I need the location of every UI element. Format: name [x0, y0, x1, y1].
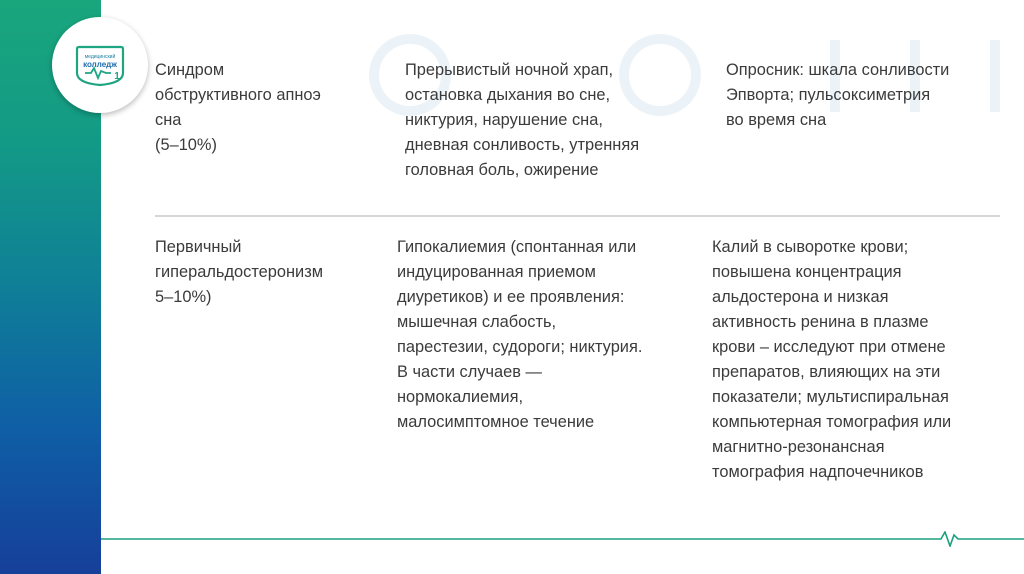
heart-pulse-logo-icon — [73, 43, 127, 87]
symptoms-cell: Прерывистый ночной храп, остановка дыхания во сне, никтурия, нарушение сна, дневная сонливость, утренняя головная боль, ожирение — [405, 61, 640, 179]
symptoms-cell: Гипокалиемия (спонтанная или индуцированная приемом диуретиков) и ее проявления: мышечная слабость, парестезии, судороги; никтурия. В части случаев — нормокалиемия, малосимптомное течение — [397, 238, 643, 431]
logo-number: 1 — [114, 71, 120, 82]
condition-cell: Первичный гиперальдостеронизм 5–10%) — [155, 238, 323, 306]
condition-cell: Синдром обструктивного апноэ сна (5–10%) — [155, 61, 321, 154]
college-logo — [52, 17, 148, 113]
logo-text-line1: медицинский — [84, 54, 116, 60]
footer-pulse-line — [101, 531, 1024, 547]
diagnostics-cell: Опросник: шкала сонливости Эпворта; пульсоксиметрия во время сна — [726, 61, 950, 129]
diagnostics-cell: Калий в сыворотке крови; повышена концентрация альдостерона и низкая активность ренина в плазме крови – исследуют при отмене препаратов, влияющих на эти показатели; мультиспиральная компьютерная томография или магнитно-резонансная томография надпочечников — [712, 238, 952, 481]
row-divider — [155, 215, 1000, 217]
logo-text-line2: колледж — [83, 60, 117, 69]
